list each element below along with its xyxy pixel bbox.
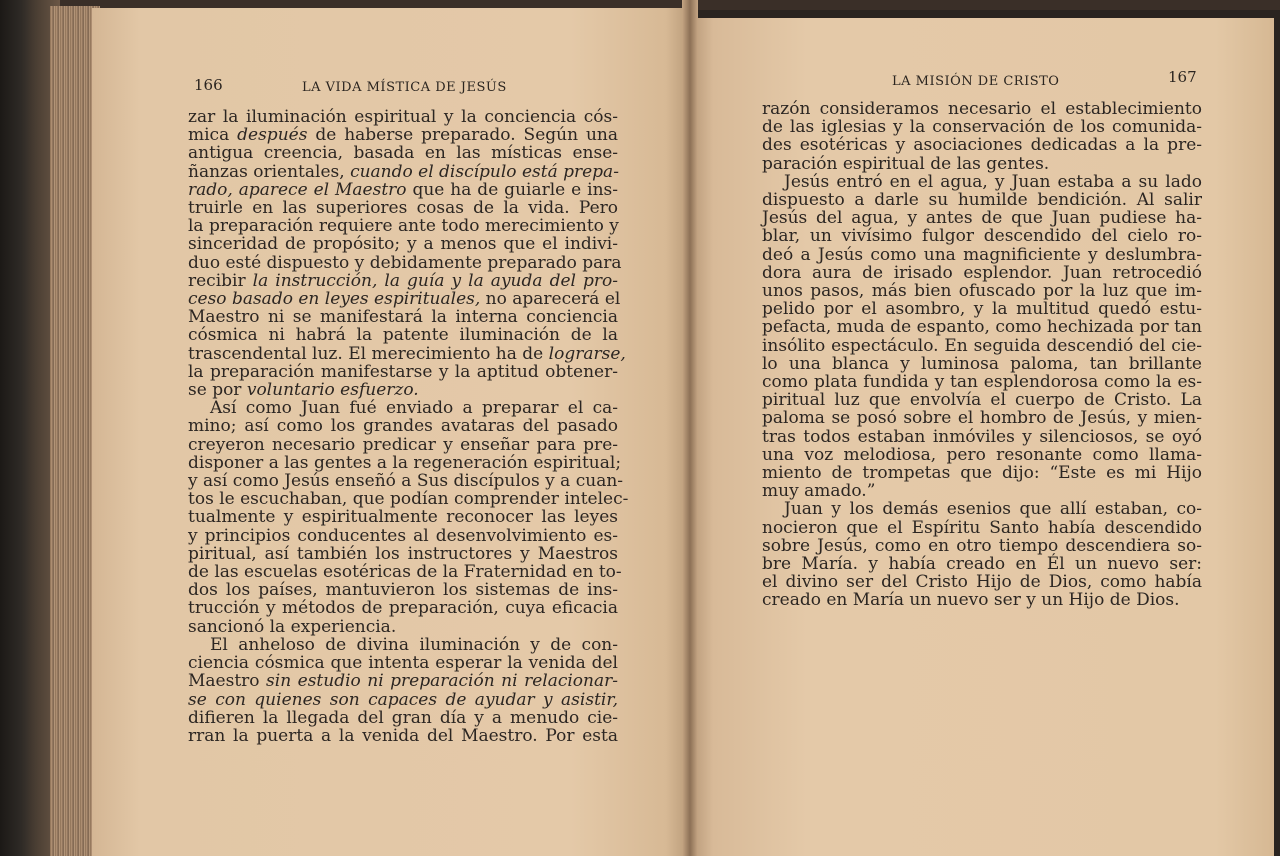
- text-line: sinceridad de propósito; y a menos que el indivi-: [188, 234, 618, 255]
- text-line: insólito espectáculo. En seguida descendió del cie-: [762, 335, 1202, 356]
- text-line: y así como Jesús enseñó a Sus discípulos y a cuan-: [188, 471, 624, 492]
- text-line: tos le escuchaban, que podían comprender intelec-: [188, 489, 629, 510]
- text-line: ñanzas orientales, cuando el discípulo está prepa-: [188, 161, 619, 182]
- text-line: creado en María un nuevo ser y un Hijo de Dios.: [762, 590, 1180, 611]
- text-line: ciencia cósmica que intenta esperar la venida del: [188, 653, 618, 674]
- text-line: blar, un vivísimo fulgor descendido del cielo ro-: [762, 226, 1202, 247]
- book-gutter: [682, 0, 698, 856]
- text-line: trucción y métodos de preparación, cuya eficacia: [188, 598, 618, 619]
- text-line: antigua creencia, basada en las místicas ense-: [188, 143, 618, 164]
- text-line: truirle en las superiores cosas de la vida. Pero: [188, 198, 618, 219]
- text-line: la preparación requiere ante todo merecimiento y: [188, 216, 619, 237]
- text-line: ceso basado en leyes espirituales, no aparecerá el: [188, 289, 621, 310]
- text-line: zar la iluminación espiritual y la conciencia cós-: [188, 107, 618, 127]
- text-line: muy amado.”: [762, 481, 876, 502]
- text-line: dos los países, mantuvieron los sistemas de ins-: [188, 580, 618, 601]
- right-running-head: LA MISIÓN DE CRISTO: [892, 74, 1060, 89]
- left-page-number: 166: [194, 76, 223, 94]
- text-line: pelido por el asombro, y la multitud quedó estu-: [762, 299, 1202, 320]
- text-line: de las escuelas esotéricas de la Fraternidad en to-: [188, 562, 622, 583]
- text-line: paración espiritual de las gentes.: [762, 153, 1050, 174]
- text-line: creyeron necesario predicar y enseñar para pre-: [188, 434, 618, 455]
- text-line: y principios conducentes al desenvolvimiento es-: [188, 525, 618, 546]
- text-line: mino; así como los grandes avataras del pasado: [188, 416, 618, 437]
- left-page-body: [188, 107, 629, 746]
- text-line: Maestro ni se manifestará la interna conciencia: [188, 307, 618, 328]
- text-line: el divino ser del Cristo Hijo de Dios, como había: [762, 572, 1202, 593]
- text-line: trascendental luz. El merecimiento ha de lograrse,: [188, 343, 626, 364]
- text-line: piritual luz que envolvía el cuerpo de Cristo. La: [762, 390, 1202, 411]
- text-line: nocieron que el Espíritu Santo había descendido: [762, 517, 1202, 538]
- left-page: [92, 8, 690, 856]
- right-page-body: [762, 100, 1202, 610]
- text-line: como plata fundida y tan esplendorosa como la es-: [762, 372, 1202, 393]
- text-line: pefacta, muda de espanto, como hechizada por tan: [762, 317, 1202, 338]
- text-line: sancionó la experiencia.: [188, 616, 397, 637]
- text-line: dora aura de irisado esplendor. Juan retrocedió: [762, 262, 1202, 283]
- text-line: Jesús del agua, y antes de que Juan pudiese ha-: [762, 208, 1202, 229]
- text-line: piritual, así también los instructores y Maestros: [188, 543, 618, 564]
- text-line: paloma se posó sobre el hombro de Jesús, y mien-: [762, 408, 1202, 429]
- text-line: Juan y los demás esenios que allí estaban, co-: [784, 499, 1202, 520]
- text-line: se por voluntario esfuerzo.: [188, 380, 419, 401]
- text-line: se con quienes son capaces de ayudar y asistir,: [188, 689, 618, 710]
- text-line: recibir la instrucción, la guía y la ayuda del pro-: [188, 270, 618, 291]
- right-page-number: 167: [1168, 68, 1197, 86]
- text-line: Jesús entró en el agua, y Juan estaba a su lado: [784, 171, 1202, 192]
- text-line: bre María. y había creado en Él un nuevo ser:: [762, 554, 1202, 575]
- text-line: disponer a las gentes a la regeneración espiritual;: [188, 452, 622, 473]
- text-line: des esotéricas y asociaciones dedicadas a la pre-: [762, 135, 1202, 156]
- text-line: sobre Jesús, como en otro tiempo descendiera so-: [762, 535, 1202, 556]
- left-running-head: LA VIDA MÍSTICA DE JESÚS: [302, 80, 507, 95]
- text-line: miento de trompetas que dijo: “Este es mi Hijo: [762, 463, 1202, 484]
- text-line: cósmica ni habrá la patente iluminación de la: [188, 325, 618, 346]
- text-line: rran la puerta a la venida del Maestro. Por esta: [188, 725, 618, 746]
- text-line: El anheloso de divina iluminación y de con-: [210, 634, 618, 655]
- text-line: lo una blanca y luminosa paloma, tan brillante: [762, 353, 1202, 374]
- text-line: duo esté dispuesto y debidamente preparado para: [188, 252, 622, 273]
- text-line: unos pasos, más bien ofuscado por la luz que im-: [762, 281, 1202, 302]
- text-line: Así como Juan fué enviado a preparar el ca-: [210, 398, 618, 419]
- text-line: razón consideramos necesario el establecimiento: [762, 99, 1202, 119]
- text-line: difieren la llegada del gran día y a menudo cie-: [188, 707, 618, 728]
- text-line: de las iglesias y la conservación de los comunida-: [762, 117, 1202, 138]
- text-line: tualmente y espiritualmente reconocer las leyes: [188, 507, 618, 528]
- text-line: mica después de haberse preparado. Según una: [188, 125, 618, 146]
- text-line: deó a Jesús como una magnificiente y deslumbra-: [762, 244, 1202, 265]
- text-line: una voz melodiosa, pero resonante como llama-: [762, 444, 1202, 465]
- text-line: dispuesto a darle su humilde bendición. Al salir: [762, 190, 1202, 211]
- text-line: rado, aparece el Maestro que ha de guiarle e ins-: [188, 179, 618, 200]
- right-page: [690, 18, 1274, 856]
- text-line: la preparación manifestarse y la aptitud obtener-: [188, 361, 618, 382]
- text-line: tras todos estaban inmóviles y silenciosos, se oyó: [762, 426, 1202, 447]
- text-line: Maestro sin estudio ni preparación ni relacionar-: [188, 671, 618, 692]
